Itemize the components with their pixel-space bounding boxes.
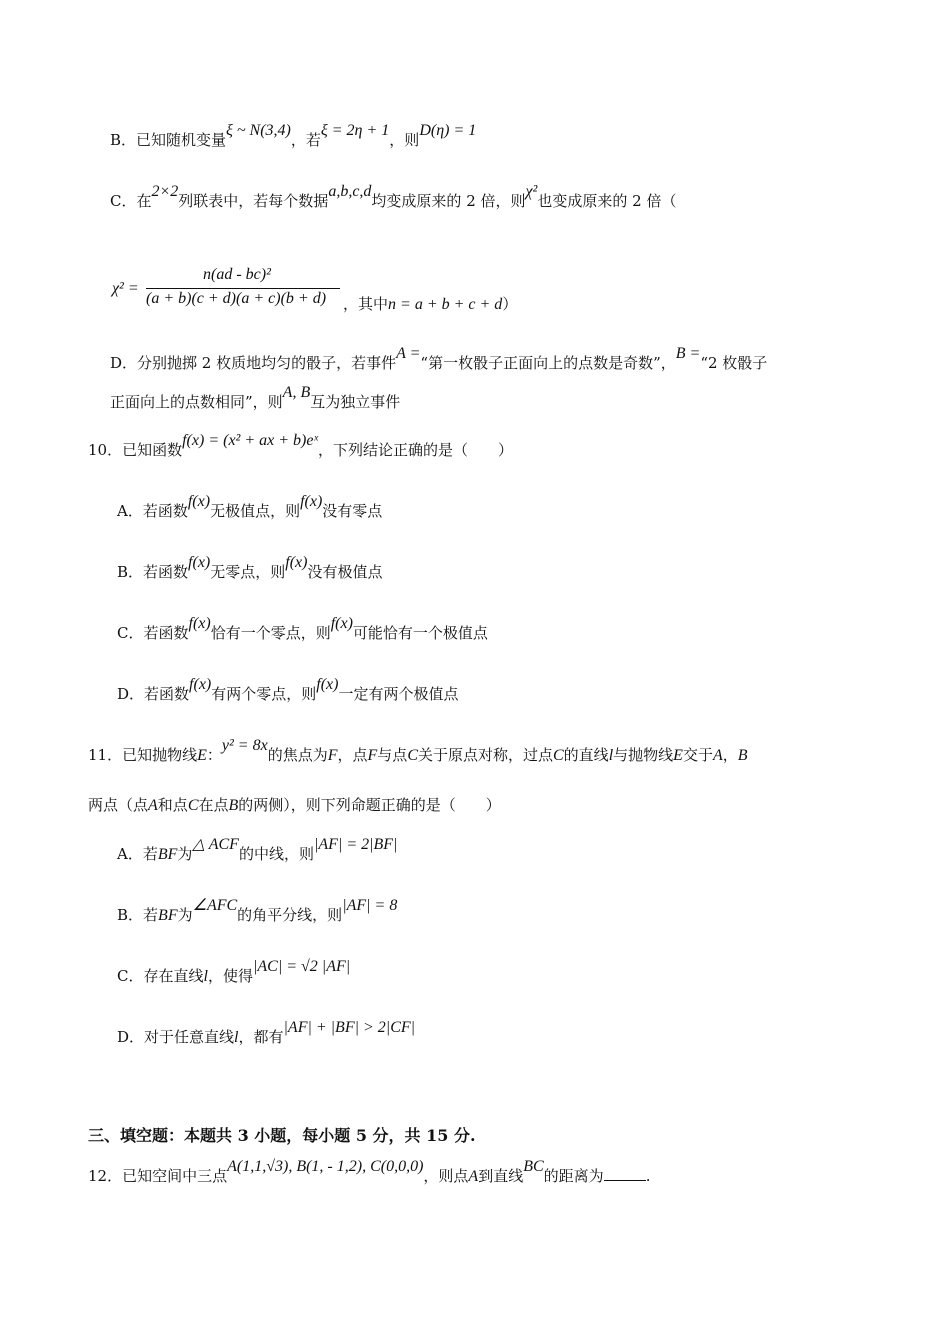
answer-blank [604,1180,646,1181]
q11-option-c: C．存在直线l，使得|AC| = √2 |AF| [117,958,351,985]
q9-option-d-line1: D．分别抛掷 2 枚质地均匀的骰子，若事件A =“第一枚骰子正面向上的点数是奇数”，B =“2 枚骰子 [110,345,768,372]
q10-option-a: A．若函数f(x)无极值点，则f(x)没有零点 [117,493,383,520]
q11-option-a: A．若BF为△ ACF的中线，则|AF| = 2|BF| [117,836,398,863]
q11-option-b: B．若BF为∠AFC的角平分线，则|AF| = 8 [117,897,398,924]
q10-option-c: C．若函数f(x)恰有一个零点，则f(x)可能恰有一个极值点 [117,615,488,642]
q9-option-c: C．在2×2列联表中，若每个数据a,b,c,d均变成原来的 2 倍，则χ²也变成原来的 2 倍（ [110,183,677,210]
section-title: 三、填空题：本题共 3 小题，每小题 5 分，共 15 分. [88,1126,476,1145]
q10-option-b: B．若函数f(x)无零点，则f(x)没有极值点 [117,554,383,581]
q12-stem: 12．已知空间中三点A(1,1,√3), B(1, - 1,2), C(0,0,0)，则点A到直线BC的距离为 . [88,1158,651,1185]
chi-square-denominator: (a + b)(c + d)(a + c)(b + d) [146,290,327,307]
fraction-bar [146,288,340,289]
q11-stem-line2: 两点（点A和点C在点B的两侧），则下列命题正确的是（ ） [88,796,501,814]
q11-stem-line1: 11．已知抛物线E：y² = 8x的焦点为F，点F与点C关于原点对称，过点C的直线l与抛物线E交于A，B [88,737,748,764]
q9-option-d-line2: 正面向上的点数相同”，则A, B互为独立事件 [110,384,401,411]
chi-square-lhs: χ² = [112,280,139,297]
q10-option-d: D．若函数f(x)有两个零点，则f(x)一定有两个极值点 [117,676,459,703]
chi-square-condition: ，其中n = a + b + c + d） [343,295,518,313]
q9-option-b: B．已知随机变量ξ ~ N(3,4)，若ξ = 2η + 1，则D(η) = 1 [110,122,477,149]
chi-square-numerator: n(ad - bc)² [203,266,271,283]
q11-option-d: D．对于任意直线l，都有|AF| + |BF| > 2|CF| [117,1019,416,1046]
q10-stem: 10．已知函数f(x) = (x² + ax + b)eˣ，下列结论正确的是（ ） [88,432,513,459]
